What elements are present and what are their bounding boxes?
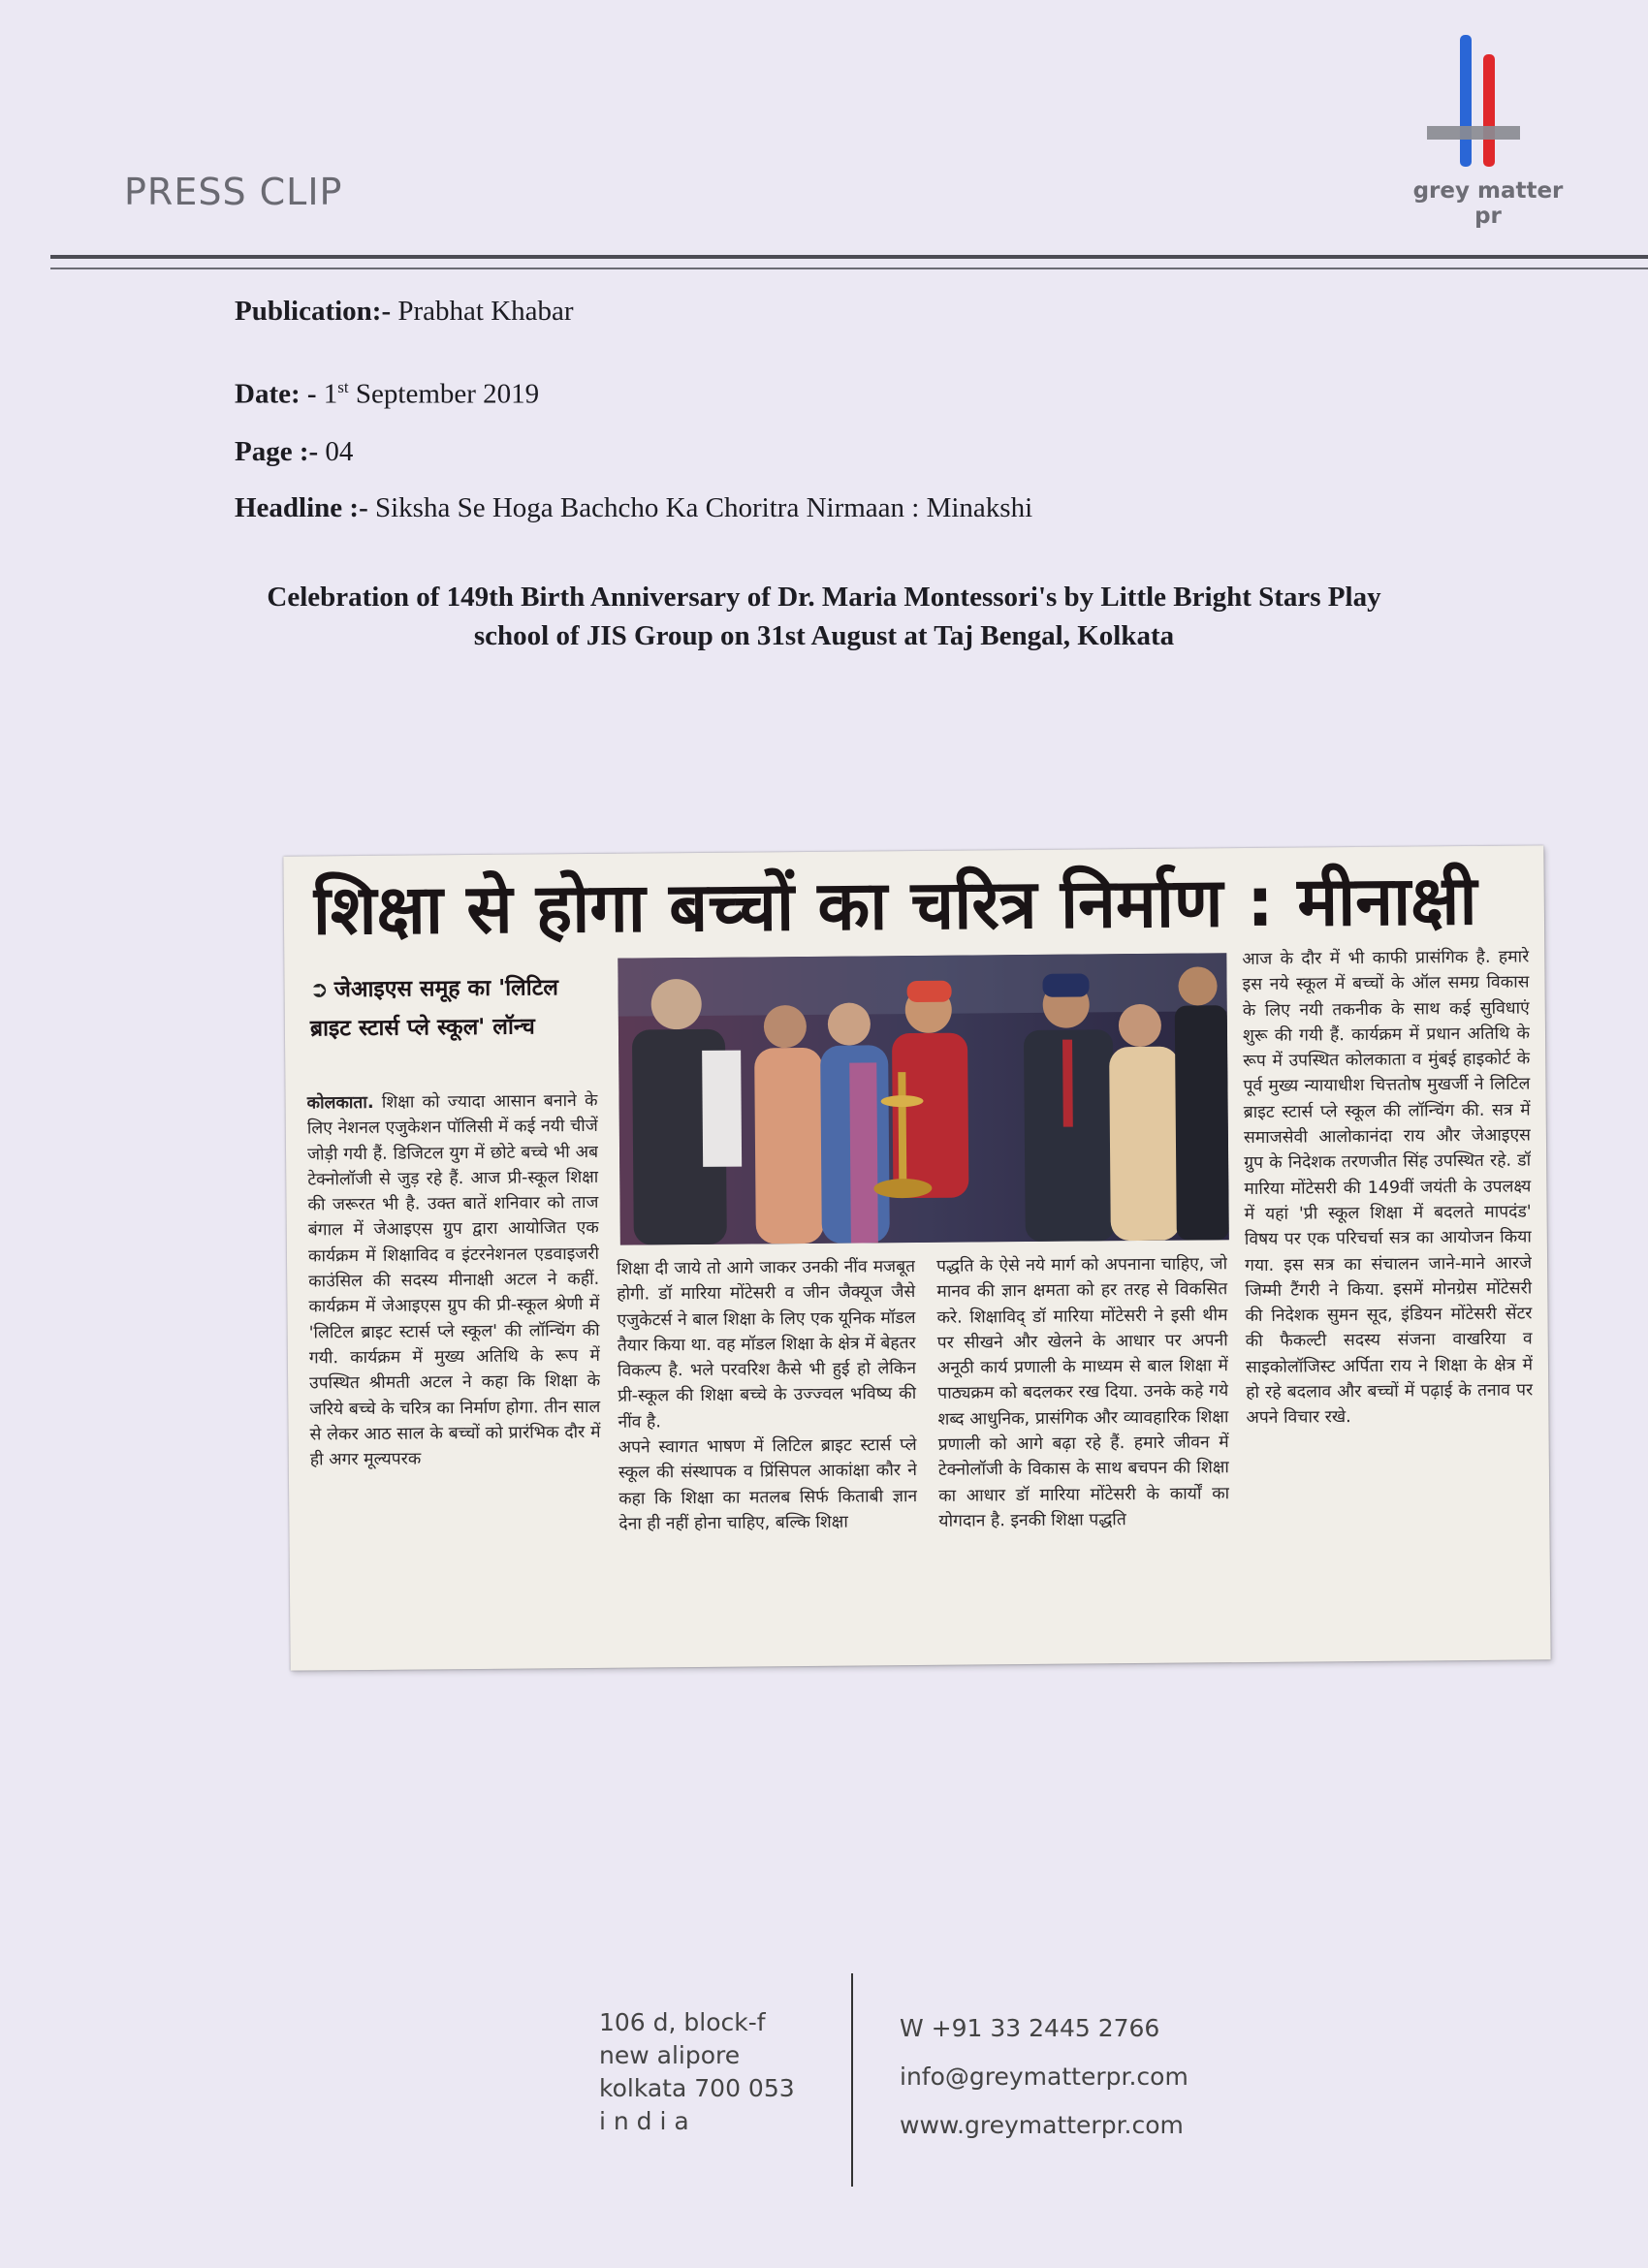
logo-mark-icon — [1425, 29, 1522, 174]
lamp-lighting-photo-icon — [618, 953, 1229, 1244]
arrow-bullet-icon: ➲ — [309, 977, 329, 1003]
article-column-2: शिक्षा दी जाये तो आगे जाकर उनकी नींव मजबूत होगी. डॉ मारिया मोंटेसरी व जीन जैक्यूज जैसे एजुकेटर्स ने बाल शिक्षा के लिए एक यूनिक मॉडल तैयार किया था. वह मॉडल शिक्षा के क्षेत्र में बेहतर विकल्प है. भले परवरिश कैसे भी हुई हो लेकिन प्री-स्कूल की शिक्षा बच्चे के उज्ज्वल भविष्य की नींव है. अपने स्वागत भाषण में लिटिल ब्राइट स्टार्स प्ले स्कूल की संस्थापक व प्रिंसिपल आकांक्षा कौर ने कहा कि शिक्षा का मतलब सिर्फ किताबी ज्ञान देना ही नहीं होना चाहिए, बल्कि शिक्षा — [617, 1257, 918, 1534]
dateline: कोलकाता. — [306, 1092, 374, 1114]
publication-value: Prabhat Khabar — [397, 296, 574, 327]
article-column-3: पद्धति के ऐसे नये मार्ग को अपनाना चाहिए, जो मानव की ज्ञान क्षमता को हर तरह से विकसित करे. शिक्षाविद् डॉ मारिया मोंटेसरी ने इसी थीम पर सीखने और खेलने के आधार पर अपनी अनूठी कार्य प्रणाली के माध्यम से बाल शिक्षा में पाठ्यक्रम को बदलकर रख दिया. उनके कहे गये शब्द आधुनिक, प्रासंगिक और व्यावहारिक शिक्षा प्रणाली को आगे बढ़ा रहे हैं. हमारे जीवन में टेक्नोलॉजी के विकास के साथ बचपन की शिक्षा का आधार डॉ मारिया मोंटेसरी के कार्यों का योगदान है. इनकी शिक्षा पद्धति — [935, 1254, 1230, 1531]
grey-matter-logo — [1396, 29, 1580, 229]
article-column-4: आज के दौर में भी काफी प्रासंगिक है. हमारे इस नये स्कूल में बच्चों के ऑल समग्र विकास के लिए नयी तकनीक के साथ कई सुविधाएं शुरू की गयी हैं. कार्यक्रम में प्रधान अतिथि के रूप में उपस्थित कोलकाता व मुंबई हाइकोर्ट के पूर्व मुख्य न्यायाधीश चित्ततोष मुखर्जी ने लिटिल ब्राइट स्टार्स प्ले स्कूल की लॉन्चिंग की. सत्र में समाजसेवी आलोकानंदा राय और जेआइएस ग्रुप के निदेशक तरणजीत सिंह उपस्थित रहे. डॉ मारिया मोंटेसरी की 149वीं जयंती के उपलक्ष्य में यहां 'प्री स्कूल शिक्षा में बदलते मापदंड' विषय पर एक परिचर्चा सत्र का आयोजन किया गया. इस सत्र का संचालन जाने-माने आरजे जिम्मी टैंगरी ने किया. इसमें मोनग्रेस मोंटेसरी की निदेशक सुमन सूद, इंडियन मोंटेसरी सेंटर की फैकल्टी सदस्य संजना वाखरिया व साइकोलॉजिस्ट अर्पिता राय ने शिक्षा के क्षेत्र में हो रहे बदलाव और बच्चों में पढ़ाई के तनाव पर अपने विचार रखे. — [1242, 947, 1534, 1429]
headline-row: Headline :- Siksha Se Hoga Bachcho Ka Choritra Nirmaan : Minakshi — [235, 492, 1033, 523]
header-divider — [50, 255, 1648, 259]
office-address: 106 d, block-f new alipore kolkata 700 053 i n d i a — [599, 2008, 795, 2135]
email-address: info@greymatterpr.com — [900, 2063, 1188, 2091]
event-photo — [618, 953, 1229, 1244]
date-row: Date: - 1st September 2019 — [235, 378, 540, 410]
press-clip-title: PRESS CLIP — [124, 171, 343, 213]
page-value: 04 — [325, 436, 354, 467]
date-day: 1 — [323, 378, 338, 410]
phone-number: W +91 33 2445 2766 — [900, 2014, 1160, 2042]
footer-divider — [851, 1973, 853, 2187]
headline-value: Siksha Se Hoga Bachcho Ka Choritra Nirmaan : Minakshi — [375, 492, 1033, 523]
page-row: Page :- 04 — [235, 436, 354, 467]
date-rest: September 2019 — [355, 378, 540, 410]
newspaper-clipping — [283, 845, 1550, 1670]
brand-name: grey matter pr — [1412, 178, 1564, 229]
article-column-1: कोलकाता. शिक्षा को ज्यादा आसान बनाने के लिए नेशनल एजुकेशन पॉलिसी में कई नयी चीजें जोड़ी गयी हैं. डिजिटल युग में छोटे बच्चे भी अब टेक्नोलॉजी से जुड़ रहे हैं. आज प्री-स्कूल शिक्षा की जरूरत भी है. उक्त बातें शनिवार को ताज बंगाल में जेआइएस ग्रुप द्वारा आयोजित एक कार्यक्रम में शिक्षाविद व इंटरनेशनल एडवाइजरी काउंसिल की सदस्य मीनाक्षी अटल ने कहीं. कार्यक्रम में जेआइएस ग्रुप की प्री-स्कूल श्रेणी में 'लिटिल ब्राइट स्टार्स प्ले स्कूल' की लॉन्चिंग की गयी. कार्यक्रम में मुख्य अतिथि के रूप में उपस्थित श्रीमती अटल ने कहा कि शिक्षा के जरिये बच्चे के चरित्र का निर्माण होगा. तीन साल से लेकर आठ साल के बच्चों को प्रारंभिक दौर में ही अगर मूल्यपरक — [306, 1090, 601, 1470]
contact-info — [900, 2004, 1249, 2150]
website-url: www.greymatterpr.com — [900, 2111, 1184, 2139]
event-caption: Celebration of 149th Birth Anniversary of Dr. Maria Montessori's by Little Bright Stars Play school of JIS Group on 31st August at Taj Bengal, Kolkata — [267, 582, 1381, 651]
header-divider-thin — [50, 268, 1648, 269]
clipping-kicker: ➲ जेआइएस समूह का 'लिटिल ब्राइट स्टार्स प्ले स्कूल' लॉन्च — [309, 975, 558, 1042]
clipping-headline: शिक्षा से होगा बच्चों का चरित्र निर्माण : मीनाक्षी — [312, 860, 1477, 951]
publication-row: Publication:- Prabhat Khabar — [235, 296, 574, 327]
